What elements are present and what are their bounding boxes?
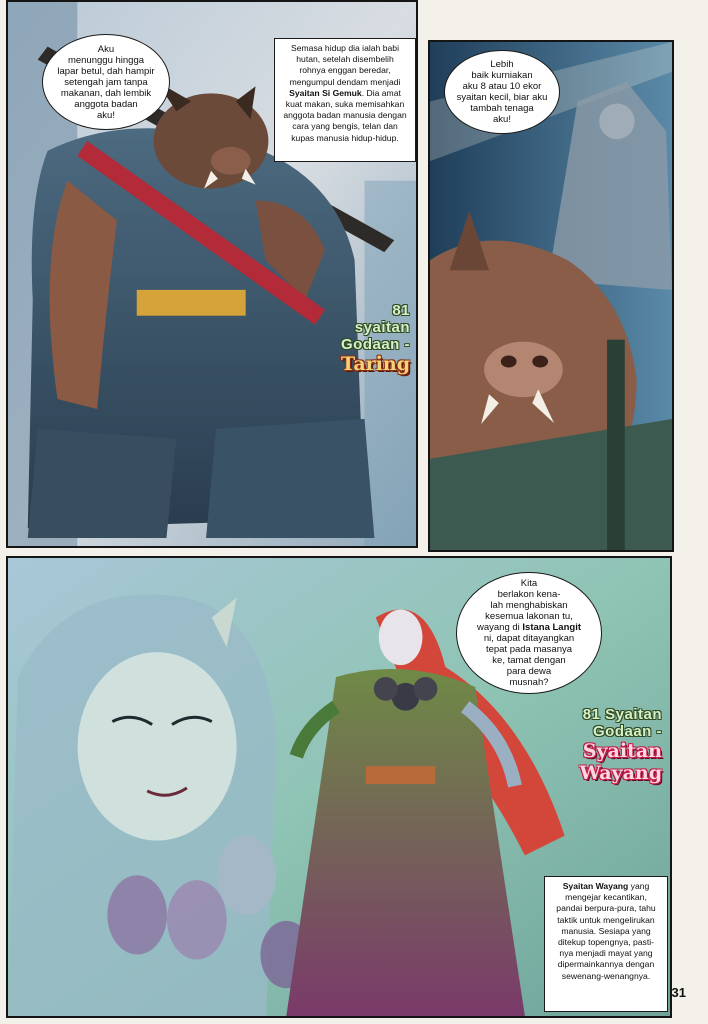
title-line: Syaitan	[582, 740, 662, 762]
caption-line: kuat makan, suka memisahkan	[285, 99, 405, 110]
caption-line-name	[551, 881, 661, 892]
bubble-text: wayang di	[476, 622, 523, 633]
speech-bubble-pig-request	[444, 50, 560, 134]
bubble-line: makanan, dah lembik	[60, 87, 152, 99]
bubble-line: menunggu hingga	[67, 54, 145, 66]
bubble-line: ke, tamat dengan	[492, 655, 566, 666]
caption-text: . Dia amat	[361, 87, 401, 98]
title-wayang	[538, 706, 662, 784]
caption-line: kupas manusia hidup-hidup.	[291, 132, 399, 143]
bubble-line: anggota badan	[74, 98, 138, 110]
bubble-line: aku!	[97, 109, 115, 121]
caption-line-name	[281, 88, 409, 99]
panel-pig-closeup	[428, 40, 674, 552]
bubble-line: aku!	[493, 114, 511, 125]
speech-bubble-puppet	[456, 572, 602, 694]
bubble-line: tambah tenaga	[470, 103, 534, 114]
bubble-line: ni, dapat ditayangkan	[483, 633, 575, 644]
bubble-line: para dewa	[506, 666, 552, 677]
bubble-line: Kita	[520, 578, 538, 589]
caption-line: nya menjadi mayat yang	[559, 948, 653, 959]
bubble-line: musnah?	[509, 677, 549, 688]
panel-pig-demon	[6, 0, 418, 548]
caption-line: rohnya enggan beredar,	[299, 65, 391, 76]
caption-line: mengejar kecantikan,	[565, 892, 647, 903]
title-line: 81 Syaitan	[582, 706, 662, 723]
speech-bubble-pig-hungry	[42, 34, 170, 130]
bubble-line: berlakon kena-	[497, 589, 561, 600]
demon-name: Syaitan Si Gemuk	[289, 87, 362, 98]
caption-line: hutan, setelah disembelih	[296, 54, 394, 65]
title-taring	[308, 302, 410, 375]
bubble-line: syaitan kecil, biar aku	[456, 92, 548, 103]
page-number: 31	[671, 985, 686, 1000]
caption-line: dipermainkannya dengan	[557, 959, 655, 970]
caption-puppet-demon	[544, 876, 668, 1012]
bubble-line: setengah jam tanpa	[64, 76, 148, 88]
caption-line: Semasa hidup dia ialah babi	[291, 43, 399, 53]
title-line: Godaan -	[592, 723, 662, 740]
caption-line: cara yang bengis, telan dan	[292, 121, 398, 132]
bubble-line: baik kurniakan	[471, 70, 533, 81]
demon-name: Syaitan Wayang	[562, 881, 629, 891]
title-line: Godaan -	[340, 336, 410, 353]
title-line: syaitan	[354, 319, 410, 336]
bubble-line: Aku	[97, 43, 115, 55]
bubble-line: Lebih	[490, 59, 514, 70]
caption-line: mengumpul dendam menjadi	[289, 76, 401, 87]
caption-pig-demon	[274, 38, 416, 162]
caption-line: ditekup topengnya, pasti-	[557, 937, 655, 948]
bubble-line: aku 8 atau 10 ekor	[462, 81, 542, 92]
panel-puppet-demon	[6, 556, 672, 1018]
title-line: 81	[392, 302, 410, 319]
caption-line: anggota badan manusia dengan	[283, 110, 407, 121]
bubble-line	[477, 622, 581, 633]
caption-line: pandai berpura-pura, tahu	[556, 903, 656, 914]
caption-text: yang	[628, 881, 650, 891]
title-line: Taring	[341, 353, 410, 375]
bubble-line: kesemua lakonan tu,	[485, 611, 573, 622]
bubble-line: lapar betul, dah hampir	[57, 65, 155, 77]
place-name: Istana Langit	[522, 622, 581, 633]
caption-line: sewenang-wenangnya.	[561, 970, 651, 981]
title-line: Wayang	[579, 762, 662, 784]
caption-line: taktik untuk mengelirukan	[557, 914, 655, 925]
bubble-line: tepat pada masanya	[485, 644, 573, 655]
bubble-line: lah menghabiskan	[490, 600, 568, 611]
caption-line: manusia. Sesiapa yang	[561, 925, 651, 936]
